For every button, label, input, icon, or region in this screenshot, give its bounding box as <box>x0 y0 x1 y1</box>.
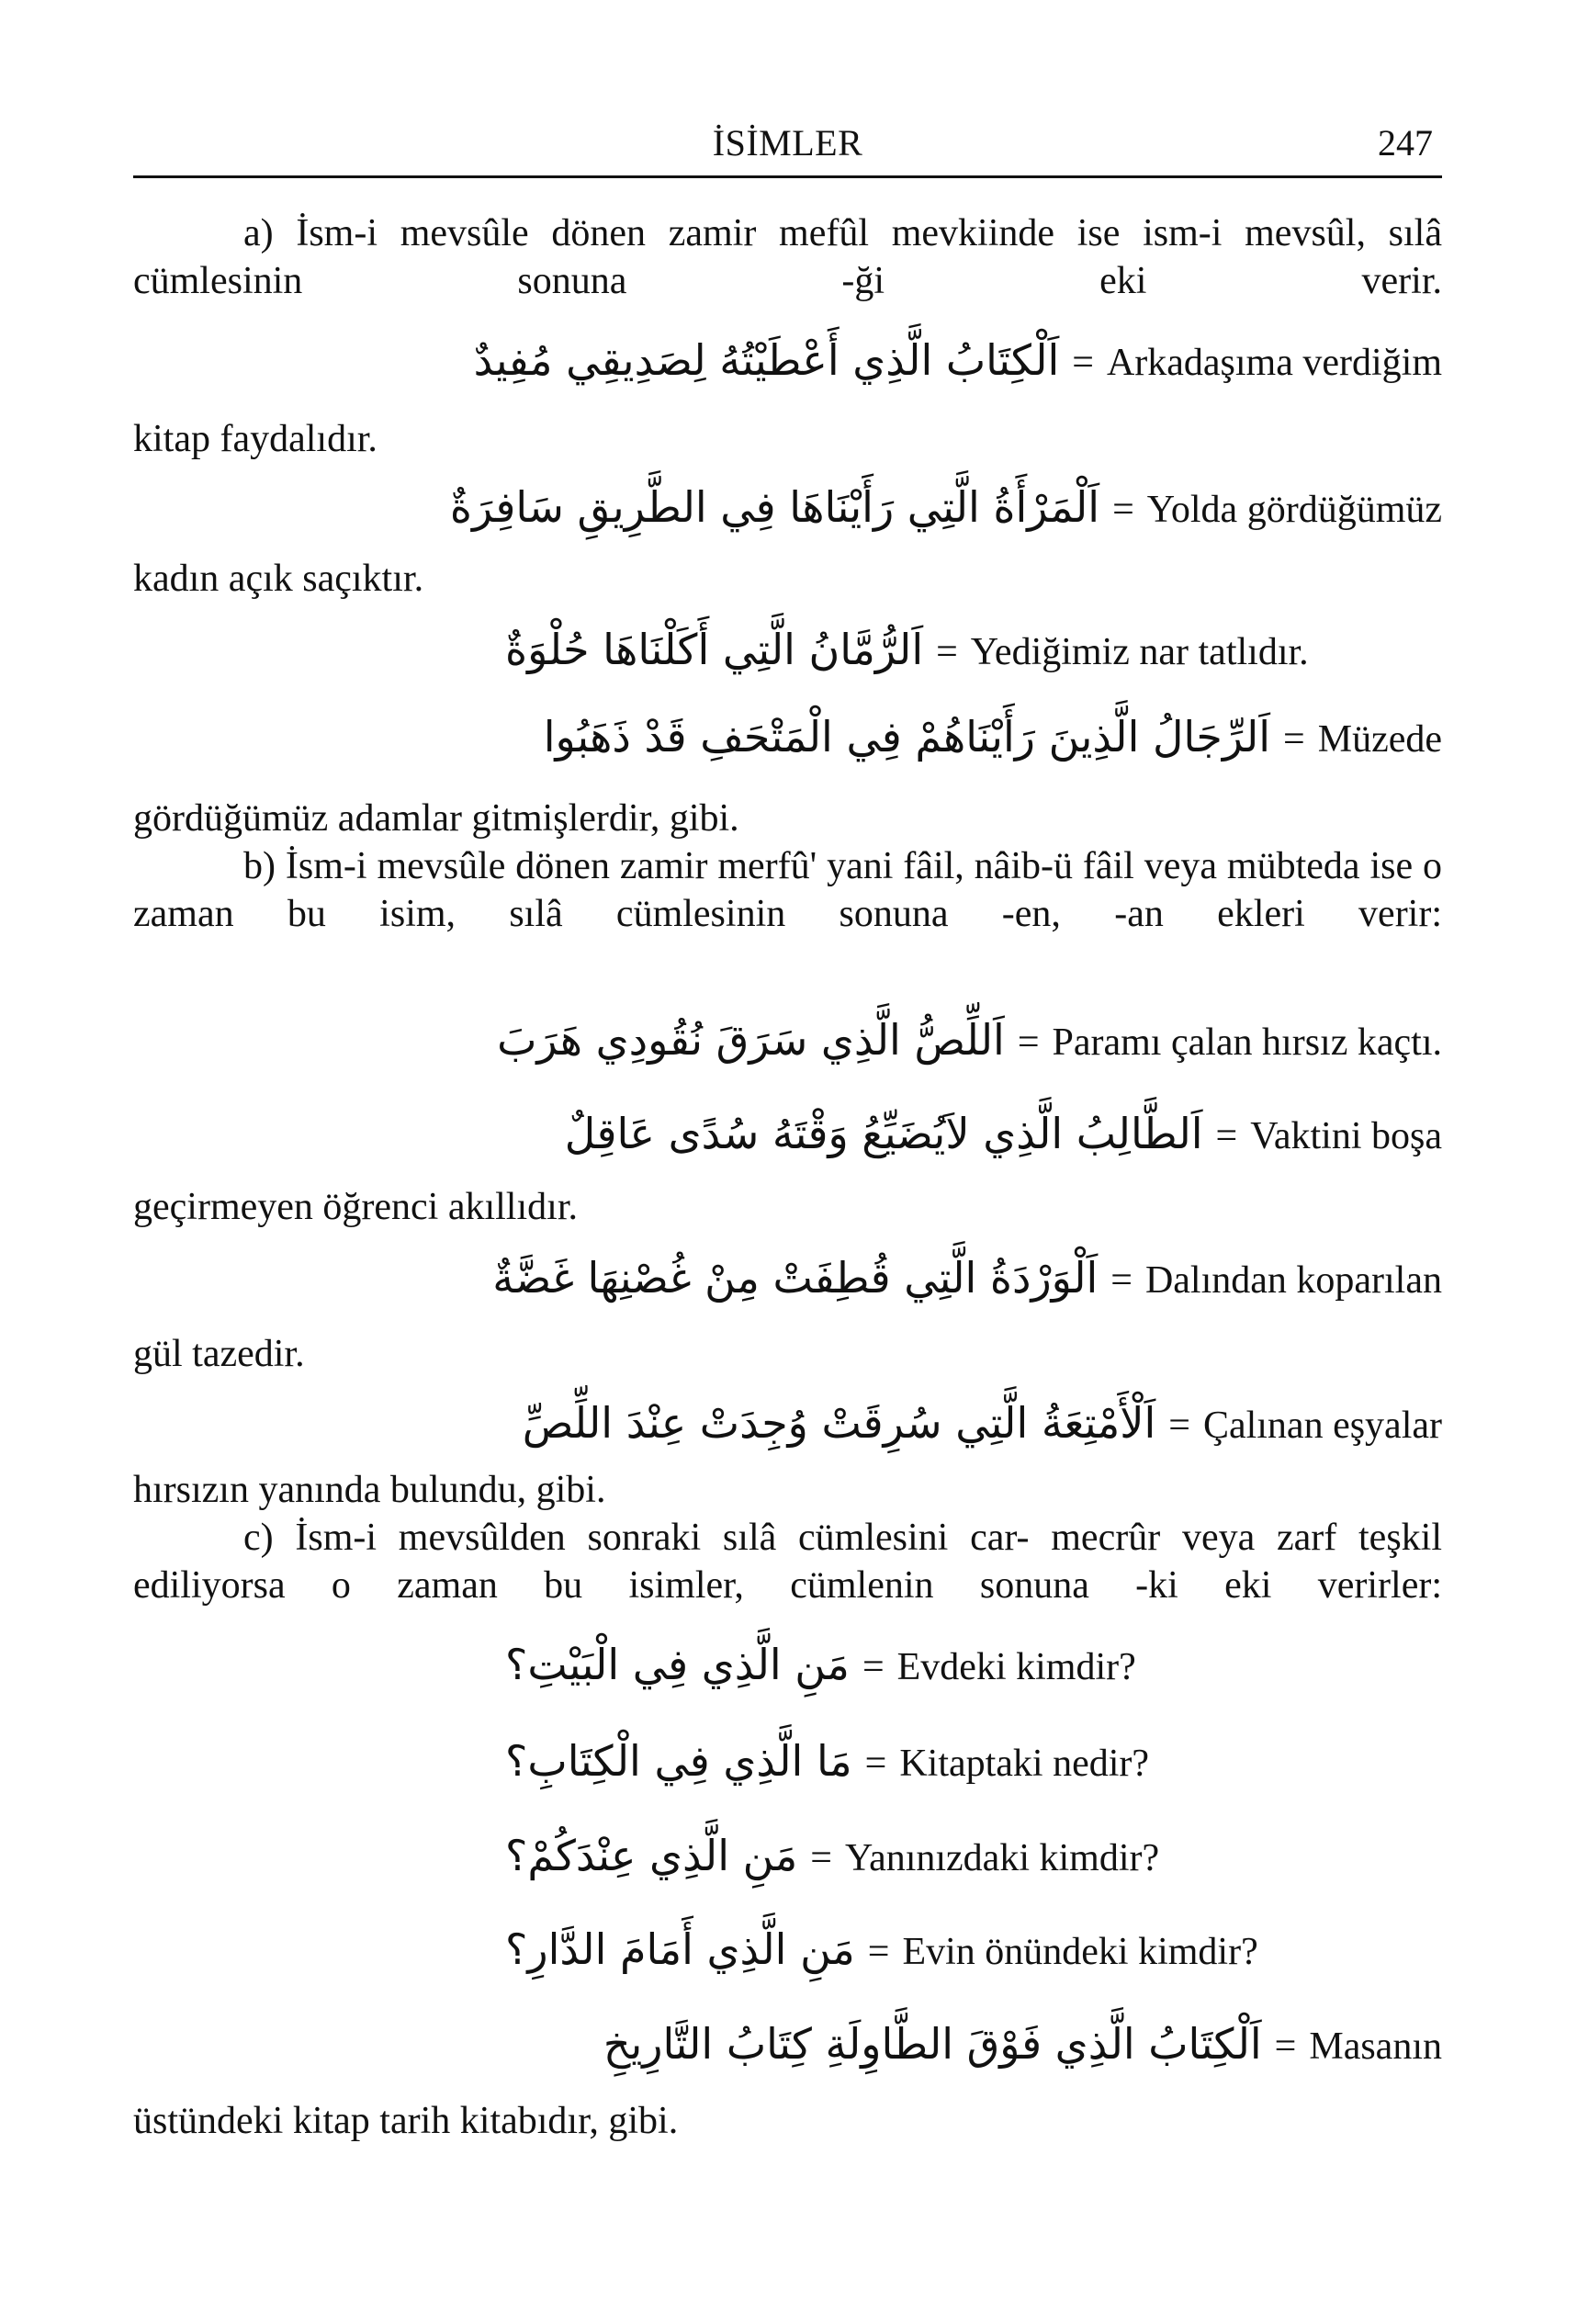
example-b1 <box>133 1015 1442 1079</box>
example-b2 <box>133 1109 1442 1173</box>
arabic-text: مَنِ الَّذِي عِنْدَكُمْ؟ <box>505 1831 798 1880</box>
equals-sign: = <box>1215 1115 1238 1157</box>
example-c1 <box>133 1640 1442 1704</box>
example-b3 <box>133 1253 1442 1317</box>
equals-sign: = <box>867 1931 890 1973</box>
translation: Paramı çalan hırsız kaçtı. <box>1052 1021 1442 1064</box>
example-a1-continuation: kitap faydalıdır. <box>133 418 378 460</box>
example-b4 <box>133 1398 1442 1462</box>
translation: Dalından koparılan <box>1144 1259 1442 1302</box>
arabic-text: اَلْكِتَابُ الَّذِي أَعْطَيْتُهُ لِصَدِيقِي مُفِيدٌ <box>473 335 1060 385</box>
translation: Çalınan eşyalar <box>1202 1405 1442 1447</box>
translation: Kitaptaki nedir? <box>899 1743 1150 1785</box>
equals-sign: = <box>1110 1259 1133 1302</box>
example-a2-continuation: kadın açık saçıktır. <box>133 558 424 600</box>
section-b-intro: b) İsm-i mevsûle dönen zamir merfû' yani fâil, nâib-ü fâil veya mübteda ise o zaman bu isim, sılâ cümlesinin sonuna -en, -an ekleri verir: <box>133 845 1442 935</box>
translation: Yediğimiz nar tatlıdır. <box>970 631 1309 673</box>
arabic-text: اَلْمَرْأَةُ الَّتِي رَأَيْنَاهَا فِي الطَّرِيقِ سَافِرَةٌ <box>449 482 1100 532</box>
equals-sign: = <box>864 1743 887 1785</box>
arabic-text: اَلْوَرْدَةُ الَّتِي قُطِفَتْ مِنْ غُصْنِهَا غَضَّةٌ <box>492 1253 1099 1303</box>
running-header <box>133 108 1442 173</box>
example-c5 <box>133 2019 1442 2083</box>
arabic-text: اَلْكِتَابُ الَّذِي فَوْقَ الطَّاوِلَةِ كِتَابُ التَّارِيخِ <box>603 2019 1262 2069</box>
example-c3 <box>133 1831 1442 1895</box>
equals-sign: = <box>1072 342 1094 384</box>
equals-sign: = <box>1274 2025 1297 2068</box>
example-a4 <box>133 712 1442 776</box>
arabic-text: مَنِ الَّذِي فِي الْبَيْتِ؟ <box>505 1640 850 1689</box>
arabic-text: مَا الَّذِي فِي الْكِتَابِ؟ <box>505 1736 852 1786</box>
page-title: İSİMLER <box>712 122 863 164</box>
example-b4-continuation: hırsızın yanında bulundu, gibi. <box>133 1469 606 1511</box>
example-a4-continuation: gördüğümüz adamlar gitmişlerdir, gibi. <box>133 797 739 840</box>
equals-sign: = <box>1017 1021 1040 1064</box>
example-a1 <box>133 335 1442 400</box>
example-b3-continuation: gül tazedir. <box>133 1333 305 1375</box>
arabic-text: مَنِ الَّذِي أَمَامَ الدَّارِ؟ <box>505 1924 855 1974</box>
equals-sign: = <box>936 631 958 673</box>
equals-sign: = <box>1283 718 1305 761</box>
equals-sign: = <box>862 1646 885 1688</box>
example-c5-continuation: üstündeki kitap tarih kitabıdır, gibi. <box>133 2100 679 2142</box>
arabic-text: اَللِّصُّ الَّذِي سَرَقَ نُقُودِي هَرَبَ <box>497 1015 1005 1065</box>
example-c4 <box>133 1924 1442 1989</box>
equals-sign: = <box>1168 1405 1190 1447</box>
example-a3 <box>133 625 1442 689</box>
example-b2-continuation: geçirmeyen öğrenci akıllıdır. <box>133 1186 578 1228</box>
arabic-text: اَلرِّجَالُ الَّذِينَ رَأَيْنَاهُمْ فِي الْمَتْحَفِ قَدْ ذَهَبُوا <box>543 712 1271 762</box>
equals-sign: = <box>810 1837 832 1879</box>
translation: Evdeki kimdir? <box>896 1646 1136 1688</box>
translation: Yanınızdaki kimdir? <box>844 1837 1160 1879</box>
translation: Arkadaşıma verdiğim <box>1106 342 1442 384</box>
example-c2 <box>133 1736 1442 1800</box>
arabic-text: اَلرُّمَّانُ الَّتِي أَكَلْنَاهَا حُلْوَةٌ <box>505 625 924 674</box>
arabic-text: اَلْأَمْتِعَةُ الَّتِي سُرِقَتْ وُجِدَتْ عِنْدَ اللِّصِّ <box>522 1398 1156 1448</box>
translation: Masanın <box>1309 2025 1442 2068</box>
translation: Müzede <box>1317 718 1442 761</box>
translation: Yolda gördüğümüz <box>1146 489 1442 531</box>
arabic-text: اَلطَّالِبُ الَّذِي لاَيُضَيِّعُ وَقْتَهُ سُدًى عَاقِلٌ <box>564 1109 1203 1158</box>
translation: Vaktini boşa <box>1250 1115 1442 1157</box>
section-c-intro: c) İsm-i mevsûlden sonraki sılâ cümlesini car- mecrûr veya zarf teşkil ediliyorsa o zaman bu isimler, cümlenin sonuna -ki eki verirler: <box>133 1517 1442 1607</box>
example-a2 <box>133 482 1442 547</box>
header-rule <box>133 175 1442 178</box>
translation: Evin önündeki kimdir? <box>902 1931 1258 1973</box>
equals-sign: = <box>1112 489 1134 531</box>
section-a-intro: a) İsm-i mevsûle dönen zamir mefûl mevkiinde ise ism-i mevsûl, sılâ cümlesinin sonuna -ği eki verir. <box>133 212 1442 302</box>
page-number: 247 <box>1378 122 1433 164</box>
